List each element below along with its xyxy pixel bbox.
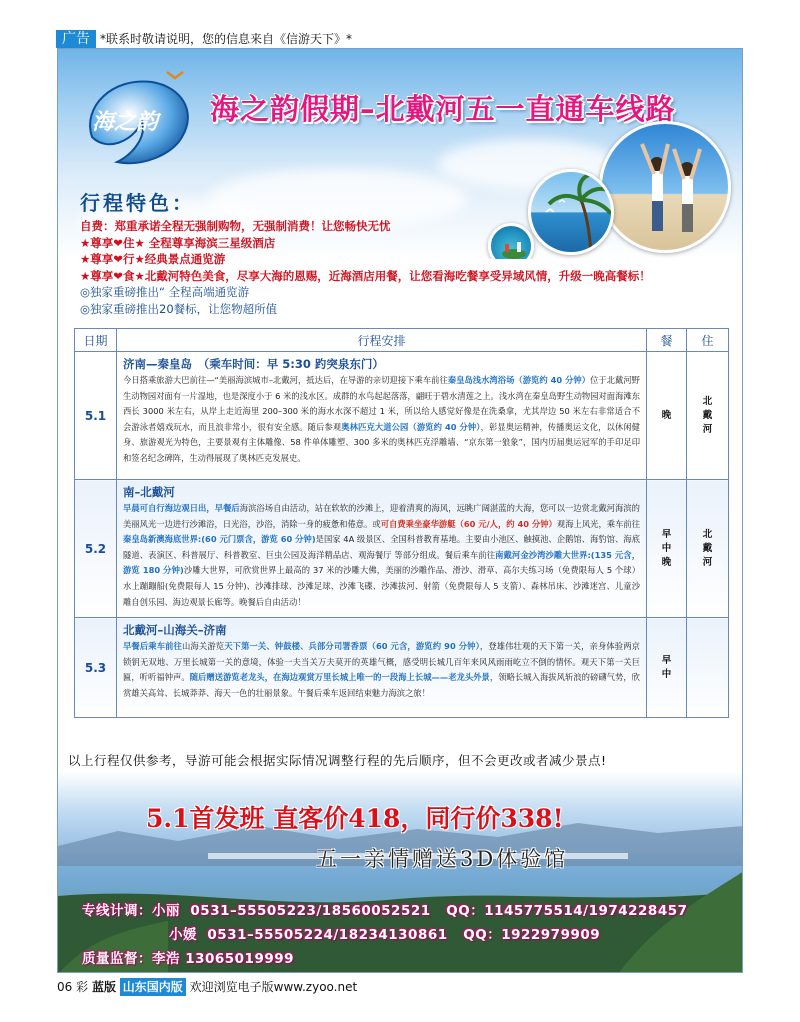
row-description (123, 501, 640, 610)
feature-item: ★尊享❤行★经典景点通览游 (80, 252, 226, 266)
source-note: *联系时敬请说明，您的信息来自《信游天下》* (100, 32, 353, 46)
page-number: 06 (57, 980, 73, 994)
contact-qq[interactable]: 1145775514/1974228457 (484, 903, 688, 919)
row-day: 5.3 (75, 618, 117, 718)
row-stay (687, 480, 729, 618)
row-meal (647, 618, 687, 718)
site-link[interactable]: 欢迎浏览电子版www.zyoo.net (189, 980, 358, 994)
page-title: 海之韵假期–北戴河五一直通车线路 (210, 92, 676, 126)
vertical-char: 早 (661, 528, 672, 540)
row-content (117, 352, 647, 480)
gift-slogan: 五一亲情赠送3D体验馆 (316, 847, 569, 871)
vertical-char: 北 (702, 528, 713, 540)
features-list (80, 218, 740, 317)
description-run: 可自费乘坐豪华游艇（60 元/人，约 40 分钟） (380, 518, 557, 529)
description-run: ，彰显奥运精神，传播奥运文化，以休闲健身、旅游观光为特色，主要景观有主体雕像、58 件单体雕塑、300 多米的奥林匹克浮雕墙、“京东第一狼象”，国内历届奥运冠军的手印足印和签名纪念碑阵，生动得展现了奥林匹克发展史。 (123, 421, 640, 463)
vertical-char: 戴 (702, 542, 713, 554)
contact-qq-label: QQ： (446, 903, 485, 919)
table-row (75, 352, 729, 480)
contact-name: 小丽 (152, 903, 180, 919)
supervision-label: 质量监督： (82, 951, 152, 967)
row-description (123, 373, 640, 467)
row-meal (647, 352, 687, 480)
contact-qq-label: QQ： (463, 927, 502, 943)
row-route: 南–北戴河 (123, 485, 175, 499)
advert-frame (57, 48, 743, 973)
contact-name: 小媛 (169, 927, 197, 943)
description-run: ，领略长城入海拔风斩浪的磅礴气势，欣赏雄关高耸、长城莽莽、海天一色的壮丽景象。午餐后乘车返回结束魅力海滨之旅！ (123, 672, 640, 698)
edition-badge: 山东国内版 (120, 978, 186, 996)
contact-phone[interactable]: 0531–55505224/18234130861 (207, 927, 448, 943)
vertical-char: 晚 (661, 556, 672, 568)
vertical-char: 早 (661, 654, 672, 666)
description-run: 山海关游览 (182, 641, 225, 651)
row-content (117, 480, 647, 618)
row-content (117, 618, 647, 718)
price-headline: 5.1首发班 直客价418，同行价338! (146, 804, 564, 833)
description-run: ，登雄伟壮观的天下第一关，亲身体验两京锁钥无双地、万里长城第一关的意境，体验一夫当关万夫莫开的英雄气概，感受明长城几百年来风风雨雨屹立不倒的情怀。观天下第一关巨匾，听听福钟声。 (123, 641, 640, 683)
supervision-value[interactable]: 李浩 13065019999 (152, 951, 295, 967)
description-run: 秦皇岛浅水湾浴场（游览约 40 分钟） (447, 375, 591, 385)
header-date: 日期 (75, 329, 117, 352)
feature-item: ★尊享❤住★ 全程尊享海滨三星级酒店 (80, 235, 276, 250)
logo-emblem (72, 67, 202, 177)
contact-line-1 (82, 899, 688, 919)
vertical-char: 晚 (661, 409, 672, 421)
vertical-char: 河 (702, 423, 713, 435)
description-run: 海滨浴场自由活动，站在软软的沙滩上，迎着清爽的海风，远眺广阔湛蓝的大海，您可以一边赏北戴河海滨的美丽风光一边进行沙滩浴，日光浴，沙浴，消除一身的疲惫和倦意。或 (123, 503, 640, 529)
table-row (75, 480, 729, 618)
contact-phone[interactable]: 0531–55505223/18560052521 (190, 903, 431, 919)
bottom-banner (58, 771, 743, 973)
description-run: 沙雕大世界，可欣赏世界上最高的 37 米的沙雕大佛，美丽的沙雕作品、滑沙、滑草、高尔夫练习场（免费限每人 5 个球）水上蹦蹦船(免费限每人 15 分钟)、沙滩排球、沙滩足球、沙滩飞碟、沙滩拔河、射箭（免费限每人 5 支箭）、森林吊床、沙滩迷宫、儿童沙雕自创乐园、海边观景长廊等。晚餐后自由活动！ (123, 565, 641, 607)
features-heading: 行程特色： (80, 191, 195, 215)
supervision-line (82, 947, 294, 967)
row-stay (687, 352, 729, 480)
table-row (75, 618, 729, 718)
description-run: 随后赠送游览老龙头，在海边观赏万里长城上唯一的一段海上长城——老龙头外景 (189, 672, 490, 683)
description-run: 奥林匹克大道公园（游览约 40 分钟） (341, 421, 481, 432)
page-footer (57, 978, 357, 996)
row-stay (687, 618, 729, 718)
description-run: 天下第一关、钟鼓楼、兵部分司署香票（60 元含，游览约 90 分钟） (224, 641, 480, 651)
contact-label: 专线计调： (82, 903, 152, 919)
table-header-row (75, 329, 729, 352)
row-route: 济南—秦皇岛 （乘车时间：早 5:30 趵突泉东门） (123, 357, 384, 371)
description-run: 早餐后乘车前往 (123, 641, 183, 651)
row-description (123, 639, 640, 701)
description-run: 今日搭乘旅游大巴前往—“美丽海滨城市–北戴河，抵达后，在导游的亲切迎接下乘车前往 (123, 375, 448, 385)
ad-tag: 广告 (56, 30, 96, 48)
description-run: 南戴河金沙湾沙雕大世界:(135 元含，游览 180 分钟) (123, 549, 640, 576)
row-meal (647, 480, 687, 618)
logo-text: 海之韵 (92, 109, 159, 135)
feature-item: 自费：郑重承诺全程无强制购物，无强制消费！让您畅快无忧 (80, 219, 391, 233)
vertical-char: 戴 (702, 409, 713, 421)
row-day: 5.2 (75, 480, 117, 618)
vertical-char: 中 (661, 668, 672, 680)
feature-item: ◎独家重磅推出“ 全程高端通览游 (80, 285, 250, 299)
description-run: 观海上风光，乘车前往 (556, 518, 640, 529)
row-day: 5.1 (75, 352, 117, 480)
description-run: 早晨可自行海边观日出，早餐后 (123, 503, 240, 513)
header-stay: 住 (687, 329, 729, 352)
header-schedule: 行程安排 (117, 329, 647, 352)
row-route: 北戴河–山海关–济南 (123, 623, 227, 637)
contact-qq[interactable]: 1922979909 (501, 927, 601, 943)
header-meal: 餐 (647, 329, 687, 352)
itinerary-table (74, 328, 729, 718)
disclaimer-note: 以上行程仅供参考，导游可能会根据实际情况调整行程的先后顺序，但不会更改或者减少景点! (68, 753, 607, 768)
section-name: 蓝版 (91, 980, 116, 994)
feature-item: ◎独家重磅推出20餐标，让您物超所值 (80, 301, 278, 316)
color-mark: 彩 (76, 980, 89, 994)
description-run: 位于北戴河野生动物园对面有一片湿地，也是深度小于 6 米的浅水区。成群的水鸟起起落落，翩旺于碧水清莲之上。浅水湾在秦皇岛野生动物园对面海滩东西长 3000 米左右，从岸上走近海里 200–300 米的海水水深不超过 1 米，所以给人感觉好像是在洗桑拿，尤其岸边 50 米左右非常适合不会游泳者嬉戏玩水，而且浪非常小，很有安全感。随后参观 (123, 375, 640, 432)
vertical-char: 中 (661, 542, 672, 554)
description-run: 是国家 4A 级景区、全国科普教育基地。主要由小池区、触摸池、企鹅馆、海豹馆、海底隧道、表演区、科普展厅、科普教室、巨虫公园及海洋精品店、观海餐厅 等部分组成。餐后乘车前往 (123, 534, 640, 560)
description-run: 秦皇岛新澳海底世界:(60 元门票含，游览 60 分钟) (123, 534, 316, 545)
feature-item: ★尊享❤食★北戴河特色美食，尽享大海的恩赐，近海酒店用餐，让您看海吃餐享受异域风情，升级一晚高餐标！ (80, 268, 651, 283)
vertical-char: 北 (702, 395, 713, 407)
vertical-char: 河 (702, 556, 713, 568)
contact-line-2 (82, 923, 600, 943)
